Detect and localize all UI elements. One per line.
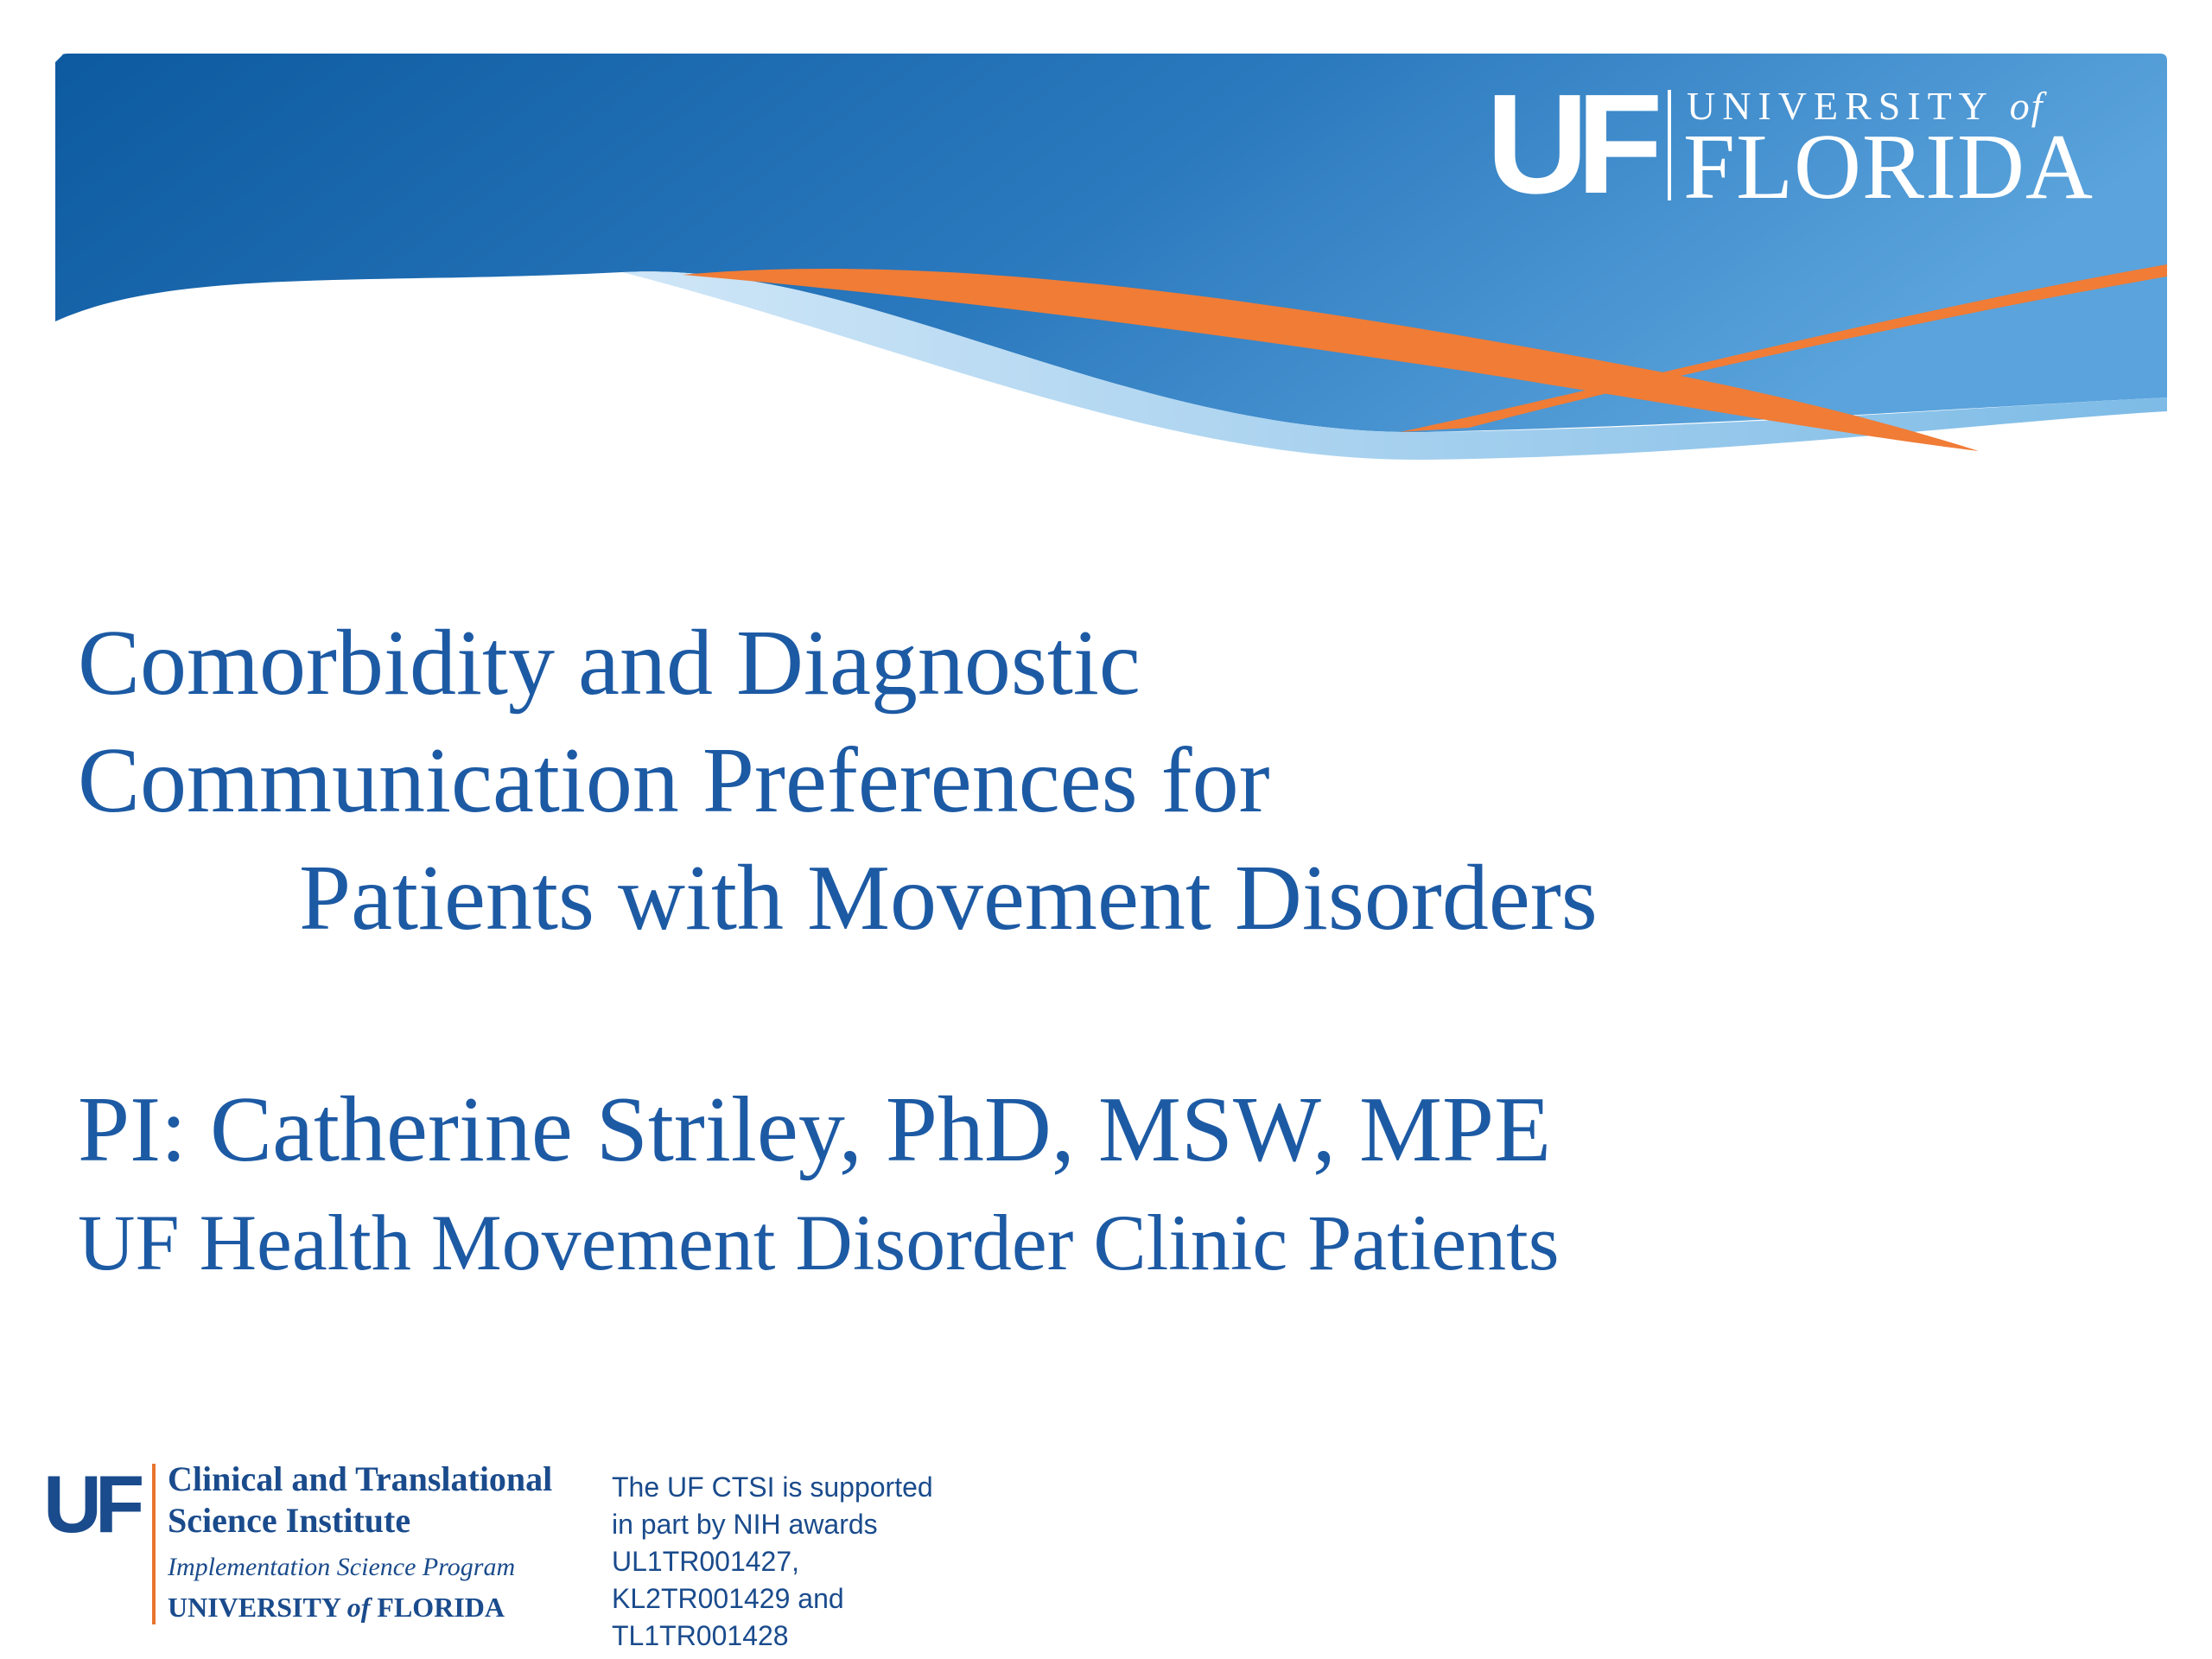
ctsi-logo-mark: UF (43, 1459, 138, 1549)
ctsi-logo-divider (152, 1464, 156, 1624)
uf-logo-university-word: UNIVERSITY (1687, 84, 1993, 128)
ctsi-logo-line-2: Science Institute (168, 1501, 411, 1540)
title-line-2: Communication Preferences for (78, 729, 1270, 832)
slide-title (78, 605, 1598, 957)
header-banner (0, 0, 2212, 484)
funding-line-2: in part by NIH awards (612, 1509, 878, 1540)
title-line-3: Patients with Movement Disorders (299, 847, 1598, 950)
funding-line-1: The UF CTSI is supported (612, 1471, 933, 1503)
title-line-1: Comorbidity and Diagnostic (78, 612, 1141, 715)
ctsi-logo-program: Implementation Science Program (168, 1553, 516, 1581)
uf-logo-florida: FLORIDA (1683, 116, 2094, 219)
funding-line-3: UL1TR001427, (612, 1546, 800, 1577)
funding-statement (612, 1469, 975, 1655)
funding-line-5: TL1TR001428 (612, 1620, 789, 1651)
university-of-florida-logo (1486, 65, 2143, 223)
ctsi-logo (43, 1459, 605, 1631)
uf-logo-divider (1668, 90, 1671, 200)
uf-logo-of: of (2009, 84, 2044, 128)
ctsi-univ-a: UNIVERSITY (168, 1592, 347, 1623)
study-population: UF Health Movement Disorder Clinic Patients (78, 1198, 1560, 1287)
funding-line-4: KL2TR001429 and (612, 1583, 844, 1614)
ctsi-logo-university (168, 1590, 505, 1624)
ctsi-univ-of: of (346, 1592, 371, 1623)
principal-investigator: PI: Catherine Striley, PhD, MSW, MPE (78, 1078, 1552, 1181)
ctsi-logo-line-1: Clinical and Translational (168, 1459, 553, 1498)
uf-logo-mark: UF (1486, 65, 1651, 223)
ctsi-univ-b: FLORIDA (370, 1592, 505, 1623)
